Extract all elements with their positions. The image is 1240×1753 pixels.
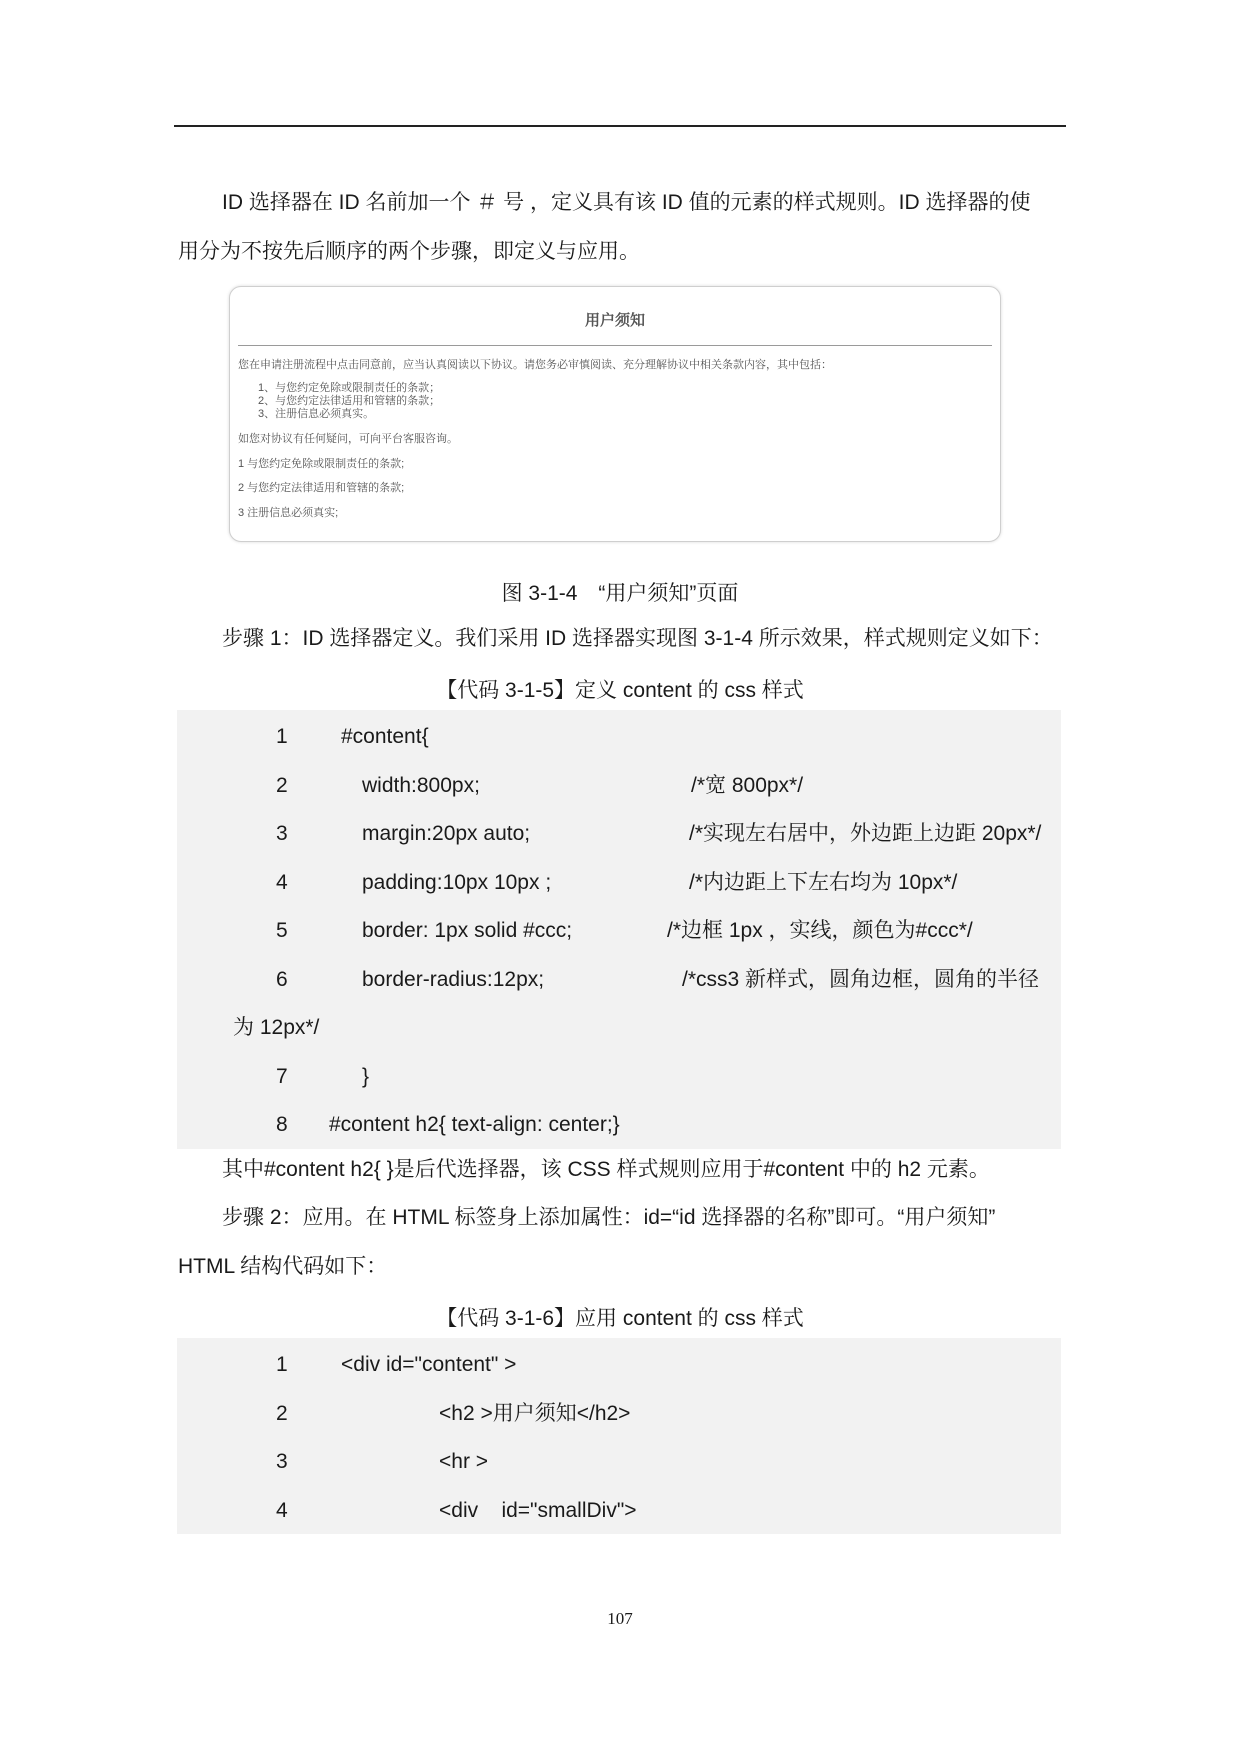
line-number: 1 — [276, 1353, 288, 1376]
figure-item-1: 1 与您约定免除或限制责任的条款; — [238, 458, 405, 470]
intro-line-1: ID 选择器在 ID 名前加一个 ＃ 号 ，定义具有该 ID 值的元素的样式规则。ID 选择器的使 — [222, 191, 1031, 214]
code-text: } — [362, 1065, 370, 1088]
line-number: 5 — [276, 919, 288, 942]
line-number: 6 — [276, 968, 288, 991]
code-text: width:800px; — [362, 774, 480, 797]
code-text: border: 1px solid #ccc; — [362, 919, 573, 942]
line-number: 3 — [276, 822, 288, 845]
code-text: <div id="smallDiv"> — [439, 1499, 637, 1522]
code-text: padding:10px 10px ; — [362, 871, 552, 894]
intro-line-2: 用分为不按先后顺序的两个步骤，即定义与应用。 — [178, 240, 640, 263]
code-comment: /*内边距上下左右均为 10px*/ — [689, 871, 958, 894]
figure-item-3: 3 注册信息必须真实; — [238, 507, 339, 519]
code-text: 为 12px*/ — [233, 1016, 320, 1039]
step2-line-1: 步骤 2：应用。在 HTML 标签身上添加属性：id=“id 选择器的名称”即可。“用户须知” — [222, 1206, 996, 1229]
figure-question: 如您对协议有任何疑问，可向平台客服咨询。 — [238, 433, 458, 445]
code-comment: /*宽 800px*/ — [691, 774, 804, 797]
line-number: 8 — [276, 1113, 288, 1136]
line-number: 3 — [276, 1450, 288, 1473]
figure-user-notice — [229, 286, 1001, 542]
line-number: 2 — [276, 1402, 288, 1425]
code-text: <h2 >用户须知</h2> — [439, 1402, 631, 1425]
line-number: 4 — [276, 871, 288, 894]
figure-title: 用户须知 — [584, 311, 645, 329]
figure-item-2: 2 与您约定法律适用和管辖的条款; — [238, 482, 405, 494]
code-block-2 — [177, 1338, 1061, 1534]
code-text: margin:20px auto; — [362, 822, 531, 845]
code-block-1 — [177, 710, 1061, 1149]
code-text: #content h2{ text-align: center;} — [329, 1113, 620, 1136]
code1-caption: 【代码 3-1-5】定义 content 的 css 样式 — [436, 679, 804, 702]
code2-caption: 【代码 3-1-6】应用 content 的 css 样式 — [436, 1307, 804, 1330]
figure-divider — [238, 345, 992, 346]
code-comment: /*css3 新样式，圆角边框，圆角的半径 — [682, 968, 1040, 991]
line-number: 7 — [276, 1065, 288, 1088]
page-number: 107 — [607, 1609, 633, 1628]
line-number: 4 — [276, 1499, 288, 1522]
step1-text: 步骤 1：ID 选择器定义。我们采用 ID 选择器实现图 3-1-4 所示效果，样式规则定义如下： — [222, 627, 1053, 650]
figure-text-line: 您在申请注册流程中点击同意前，应当认真阅读以下协议。请您务必审慎阅读、充分理解协议中相关条款内容，其中包括： — [238, 359, 832, 371]
code-text: border-radius:12px; — [362, 968, 545, 991]
step2-line-2: HTML 结构代码如下： — [178, 1255, 388, 1278]
code-comment: /*实现左右居中，外边距上边距 20px*/ — [689, 822, 1042, 845]
figure-list-item-2: 2、与您约定法律适用和管辖的条款； — [258, 395, 441, 407]
figure-caption: 图 3-1-4 “用户须知”页面 — [501, 582, 739, 605]
code-comment: /*边框 1px ，实线，颜色为#ccc*/ — [667, 919, 973, 942]
explain-text: 其中#content h2{ }是后代选择器，该 CSS 样式规则应用于#content 中的 h2 元素。 — [222, 1158, 990, 1181]
header-rule — [174, 125, 1066, 127]
code-text: <div id="content" > — [341, 1353, 517, 1376]
code-text: <hr > — [439, 1450, 489, 1473]
line-number: 2 — [276, 774, 288, 797]
line-number: 1 — [276, 725, 288, 748]
figure-list-item-1: 1、与您约定免除或限制责任的条款； — [258, 382, 441, 394]
figure-list-item-3: 3、注册信息必须真实。 — [258, 408, 375, 420]
code-text: #content{ — [341, 725, 429, 748]
